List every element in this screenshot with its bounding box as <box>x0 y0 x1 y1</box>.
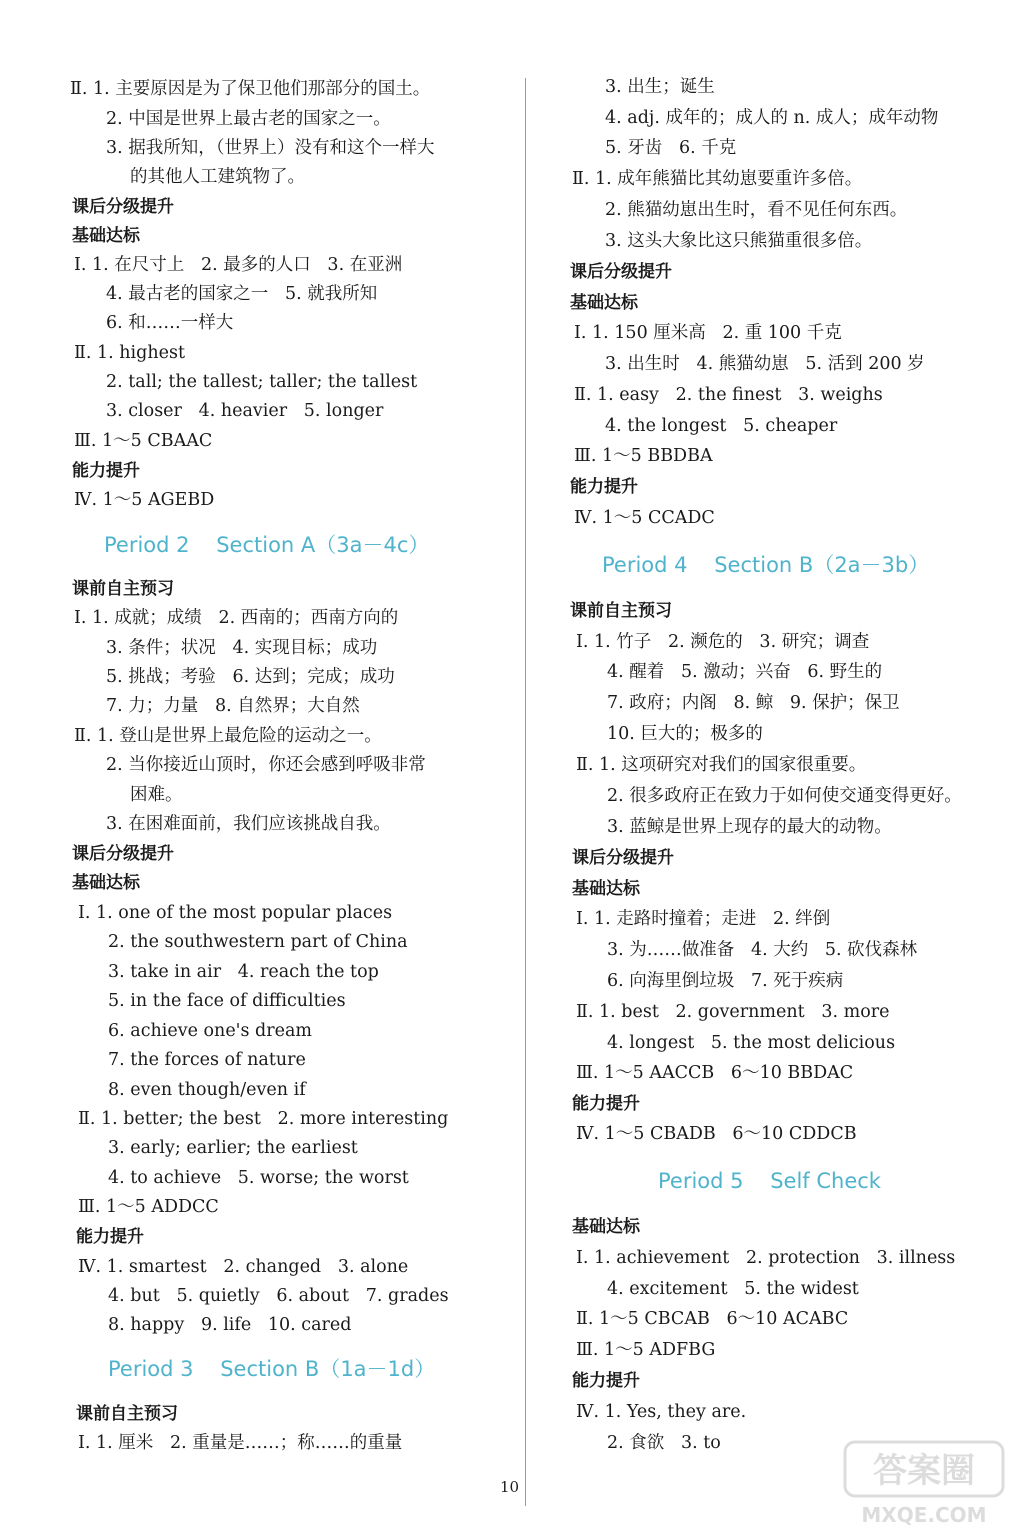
answer-line: 4. the longest 5. cheaper <box>605 416 838 436</box>
answer-line: Ⅱ. 1. 主要原因是为了保卫他们那部分的国土。 <box>70 79 431 99</box>
answer-line: 3. take in air 4. reach the top <box>108 962 379 982</box>
answer-line: 4. to achieve 5. worse; the worst <box>108 1168 409 1188</box>
section-heading: 能力提升 <box>76 1227 144 1247</box>
answer-line: 4. 醒着 5. 激动；兴奋 6. 野生的 <box>607 662 883 682</box>
answer-line: Ⅲ. 1～5 BBDBA <box>574 446 713 466</box>
section-heading: 课后分级提升 <box>570 262 672 282</box>
answer-line: Ⅰ. 1. 成就；成绩 2. 西南的；西南方向的 <box>74 608 399 628</box>
answer-line: 2. 很多政府正在致力于如何使交通变得更好。 <box>607 786 962 806</box>
answer-line: 2. 食欲 3. to <box>607 1433 721 1453</box>
answer-line: 的其他人工建筑物了。 <box>130 167 305 187</box>
answer-line: 3. 据我所知，（世界上）没有和这个一样大 <box>106 138 435 158</box>
answer-line: Ⅰ. 1. achievement 2. protection 3. illness <box>576 1248 956 1268</box>
answer-line: 3. early; earlier; the earliest <box>108 1138 358 1158</box>
section-heading: 基础达标 <box>572 1217 640 1237</box>
section-heading: 基础达标 <box>72 226 140 246</box>
answer-line: 2. 当你接近山顶时，你还会感到呼吸非常 <box>106 755 426 775</box>
answer-line: Ⅲ. 1～5 CBAAC <box>74 431 213 451</box>
answer-line: 5. 牙齿 6. 千克 <box>605 138 737 158</box>
answer-line: Ⅰ. 1. 厘米 2. 重量是……；称……的重量 <box>78 1433 403 1453</box>
answer-line: 8. happy 9. life 10. cared <box>108 1315 352 1335</box>
answer-line: Ⅲ. 1～5 ADDCC <box>78 1197 219 1217</box>
answer-line: 困难。 <box>130 785 183 805</box>
period-heading: Period 4 Section B（2a－3b） <box>602 553 930 577</box>
watermark-logo <box>839 1438 1009 1530</box>
page-number: 10 <box>499 1478 520 1496</box>
answer-line: Ⅳ. 1. smartest 2. changed 3. alone <box>78 1257 409 1277</box>
section-heading: 课后分级提升 <box>72 844 174 864</box>
answer-line: 4. but 5. quietly 6. about 7. grades <box>108 1286 449 1306</box>
answer-line: Ⅱ. 1. 这项研究对我们的国家很重要。 <box>576 755 867 775</box>
answer-line: 8. even though/even if <box>108 1080 306 1100</box>
answer-line: Ⅳ. 1～5 CBADB 6～10 CDDCB <box>576 1124 857 1144</box>
answer-line: 6. achieve one's dream <box>108 1021 312 1041</box>
answer-line: Ⅳ. 1～5 AGEBD <box>74 490 215 510</box>
column-divider <box>525 78 526 1506</box>
section-heading: 课前自主预习 <box>570 601 672 621</box>
answer-line: 2. 熊猫幼崽出生时，看不见任何东西。 <box>605 200 908 220</box>
answer-line: Ⅲ. 1～5 ADFBG <box>576 1340 716 1360</box>
answer-line: 3. 在困难面前，我们应该挑战自我。 <box>106 814 391 834</box>
answer-line: 4. longest 5. the most delicious <box>607 1033 896 1053</box>
answer-line: 3. closer 4. heavier 5. longer <box>106 401 384 421</box>
answer-line: Ⅰ. 1. 150 厘米高 2. 重 100 千克 <box>574 323 842 343</box>
watermark-top-text: 答案圈 <box>873 1451 975 1491</box>
section-heading: 基础达标 <box>72 873 140 893</box>
answer-line: Ⅰ. 1. 竹子 2. 濒危的 3. 研究；调查 <box>576 632 870 652</box>
answer-line: Ⅱ. 1. 成年熊猫比其幼崽要重许多倍。 <box>572 169 863 189</box>
answer-line: 2. tall; the tallest; taller; the tallest <box>106 372 418 392</box>
answer-line: 7. 力；力量 8. 自然界；大自然 <box>106 696 360 716</box>
answer-line: 5. in the face of difficulties <box>108 991 346 1011</box>
section-heading: 课后分级提升 <box>572 848 674 868</box>
answer-line: Ⅱ. 1～5 CBCAB 6～10 ACABC <box>576 1309 849 1329</box>
period-heading: Period 2 Section A（3a－4c） <box>104 533 430 557</box>
section-heading: 基础达标 <box>572 879 640 899</box>
answer-line: Ⅳ. 1. Yes, they are. <box>576 1402 747 1422</box>
answer-line: 3. 这头大象比这只熊猫重很多倍。 <box>605 231 873 251</box>
answer-line: 4. excitement 5. the widest <box>607 1279 859 1299</box>
period-heading: Period 3 Section B（1a－1d） <box>108 1357 436 1381</box>
answer-line: 3. 条件；状况 4. 实现目标；成功 <box>106 638 378 658</box>
answer-line: 2. 中国是世界上最古老的国家之一。 <box>106 109 391 129</box>
answer-line: Ⅰ. 1. 在尺寸上 2. 最多的人口 3. 在亚洲 <box>74 255 403 275</box>
answer-line: Ⅲ. 1～5 AACCB 6～10 BBDAC <box>576 1063 854 1083</box>
answer-line: 7. the forces of nature <box>108 1050 306 1070</box>
answer-line: Ⅰ. 1. one of the most popular places <box>78 903 393 923</box>
answer-line: 2. the southwestern part of China <box>108 932 408 952</box>
answer-line: Ⅱ. 1. highest <box>74 343 185 363</box>
answer-line: Ⅰ. 1. 走路时撞着；走进 2. 绊倒 <box>576 909 831 929</box>
answer-line: 5. 挑战；考验 6. 达到；完成；成功 <box>106 667 395 687</box>
answer-line: 6. 向海里倒垃圾 7. 死于疾病 <box>607 971 844 991</box>
section-heading: 能力提升 <box>72 461 140 481</box>
answer-line: 3. 为……做准备 4. 大约 5. 砍伐森林 <box>607 940 918 960</box>
answer-line: 4. adj. 成年的；成人的 n. 成人；成年动物 <box>605 108 939 128</box>
section-heading: 能力提升 <box>572 1094 640 1114</box>
answer-line: 3. 出生时 4. 熊猫幼崽 5. 活到 200 岁 <box>605 354 925 374</box>
answer-line: Ⅱ. 1. better; the best 2. more interesting <box>78 1109 449 1129</box>
answer-line: Ⅱ. 1. best 2. government 3. more <box>576 1002 890 1022</box>
answer-line: 4. 最古老的国家之一 5. 就我所知 <box>106 284 378 304</box>
section-heading: 课前自主预习 <box>76 1404 178 1424</box>
answer-line: Ⅱ. 1. easy 2. the finest 3. weighs <box>574 385 883 405</box>
section-heading: 基础达标 <box>570 293 638 313</box>
section-heading: 课前自主预习 <box>72 579 174 599</box>
answer-line: Ⅱ. 1. 登山是世界上最危险的运动之一。 <box>74 726 382 746</box>
watermark-bottom-text: MXQE.COM <box>861 1503 987 1527</box>
answer-line: 6. 和……一样大 <box>106 313 234 333</box>
answer-line: 7. 政府；内阁 8. 鲸 9. 保护；保卫 <box>607 693 900 713</box>
period-heading: Period 5 Self Check <box>658 1169 881 1193</box>
section-heading: 能力提升 <box>570 477 638 497</box>
section-heading: 能力提升 <box>572 1371 640 1391</box>
answer-line: 3. 蓝鲸是世界上现存的最大的动物。 <box>607 817 892 837</box>
answer-line: 10. 巨大的；极多的 <box>607 724 763 744</box>
section-heading: 课后分级提升 <box>72 197 174 217</box>
answer-line: Ⅳ. 1～5 CCADC <box>574 508 715 528</box>
answer-line: 3. 出生；诞生 <box>605 77 715 97</box>
